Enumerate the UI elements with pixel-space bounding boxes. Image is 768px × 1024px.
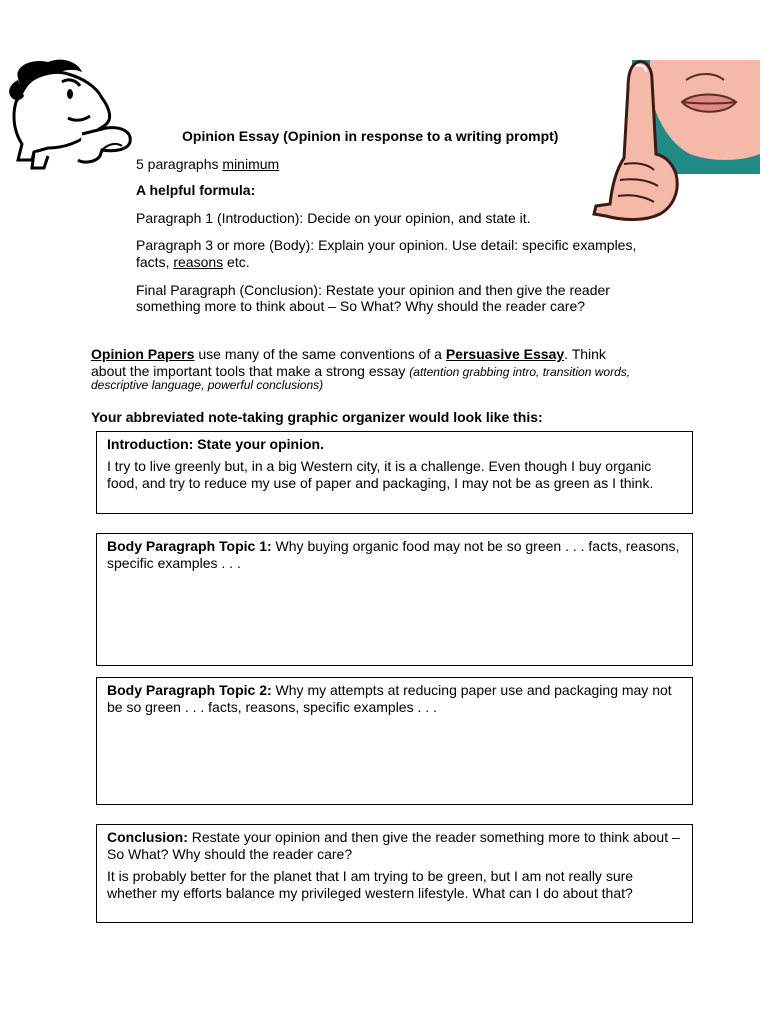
body-topic-1-paragraph bbox=[107, 538, 682, 572]
formula-final-line-2: something more to think about – So What? Why should the reader care? bbox=[136, 298, 586, 314]
opinion-papers-line-1 bbox=[91, 346, 606, 363]
opinion-papers-mid: use many of the same conventions of a bbox=[194, 346, 446, 362]
introduction-box bbox=[96, 431, 693, 514]
body-topic-1-heading: Body Paragraph Topic 1: bbox=[107, 538, 272, 554]
opinion-papers-term: Opinion Papers bbox=[91, 346, 195, 362]
p3-etc: etc. bbox=[223, 254, 250, 270]
hush-finger-clipart bbox=[590, 58, 762, 224]
body-topic-2-paragraph bbox=[107, 682, 682, 716]
conclusion-text: Restate your opinion and then give the reader something more to think about – So What? Why should the reader care? bbox=[107, 829, 680, 862]
opinion-papers-line-3: descriptive language, powerful conclusions) bbox=[91, 378, 324, 392]
opinion-papers-line-2-text: about the important tools that make a strong essay bbox=[91, 363, 410, 379]
body-topic-1-box bbox=[96, 533, 693, 666]
conclusion-paragraph bbox=[107, 829, 682, 863]
persuasive-essay-term: Persuasive Essay bbox=[445, 346, 565, 362]
body-topic-2-text: Why my attempts at reducing paper use and packaging may not be so green . . . facts, reasons, specific examples . . . bbox=[107, 682, 672, 715]
opinion-papers-line-2-italic: (attention grabbing intro, transition words, bbox=[409, 365, 631, 379]
body-topic-1-text: Why buying organic food may not be so green . . . facts, reasons, specific examples . . . bbox=[107, 538, 680, 571]
formula-paragraph-3-line-2 bbox=[136, 254, 250, 271]
formula-label: A helpful formula: bbox=[136, 182, 256, 198]
conclusion-heading: Conclusion: bbox=[107, 829, 188, 845]
paragraph-minimum bbox=[136, 156, 279, 173]
opinion-papers-end: . Think bbox=[564, 346, 606, 362]
formula-paragraph-1: Paragraph 1 (Introduction): Decide on your opinion, and state it. bbox=[136, 210, 531, 226]
p3-facts: facts, bbox=[136, 254, 174, 270]
formula-paragraph-3-line-1: Paragraph 3 or more (Body): Explain your opinion. Use detail: specific examples, bbox=[136, 237, 637, 253]
introduction-text: I try to live greenly but, in a big Western city, it is a challenge. Even though I buy organic food, and try to reduce my use of paper and packaging, I may not be as green as I think. bbox=[107, 458, 654, 491]
p3-reasons: reasons bbox=[173, 254, 224, 270]
page-title: Opinion Essay (Opinion in response to a writing prompt) bbox=[182, 128, 559, 144]
conclusion-box bbox=[96, 824, 693, 923]
body-topic-2-heading: Body Paragraph Topic 2: bbox=[107, 682, 272, 698]
introduction-heading: Introduction: State your opinion. bbox=[107, 436, 324, 452]
body-topic-2-box bbox=[96, 677, 693, 805]
minimum-word: minimum bbox=[222, 156, 280, 172]
minimum-prefix: 5 paragraphs bbox=[136, 156, 223, 172]
thinking-man-clipart bbox=[4, 56, 136, 172]
conclusion-example: It is probably better for the planet that I am trying to be green, but I am not really sure whether my efforts balance my privileged western lifestyle. What can I do about that? bbox=[107, 868, 634, 901]
formula-final-line-1: Final Paragraph (Conclusion): Restate your opinion and then give the reader bbox=[136, 282, 610, 298]
organizer-title: Your abbreviated note-taking graphic organizer would look like this: bbox=[91, 409, 543, 425]
